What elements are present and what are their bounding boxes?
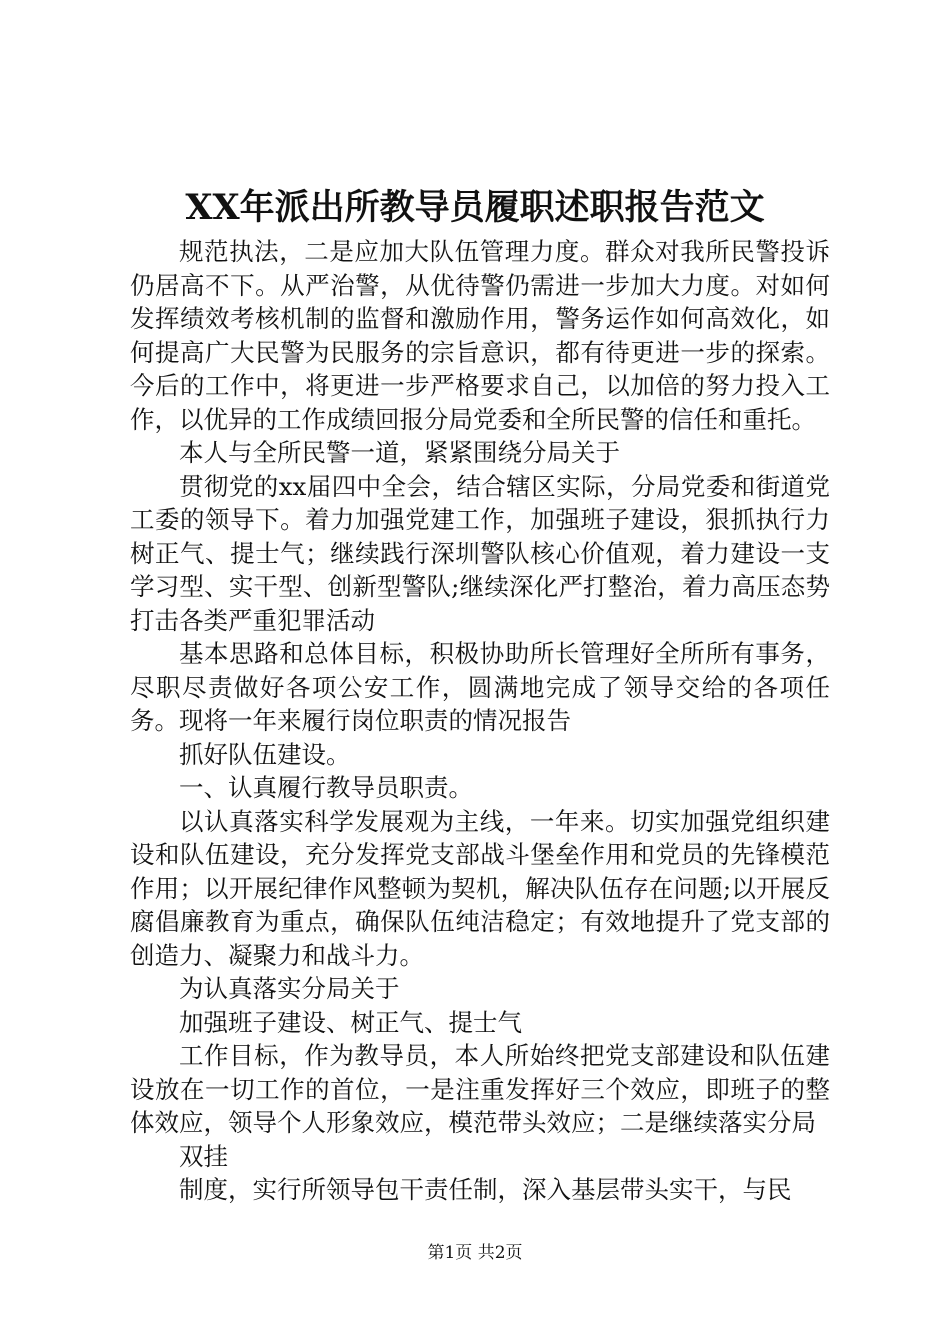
paragraph: 一、认真履行教导员职责。 bbox=[179, 773, 473, 802]
paragraph: 以认真落实科学发展观为主线，一年来。切实加强党组织建设和队伍建设，充分发挥党支部战斗堡垒作用和党员的先锋模范作用；以开展纪律作风整顿为契机，解决队伍存在问题;以开展反腐倡廉教育为重点，确保队伍纯洁稳定；有效地提升了党支部的创造力、凝聚力和战斗力。 bbox=[130, 806, 830, 970]
paragraph: 加强班子建设、树正气、提士气 bbox=[179, 1007, 522, 1037]
paragraph: 双挂 bbox=[179, 1141, 228, 1171]
page-footer: 第1页 共2页 bbox=[427, 1243, 523, 1263]
paragraph: 为认真落实分局关于 bbox=[179, 974, 400, 1003]
paragraph: 本人与全所民警一道，紧紧围绕分局关于 bbox=[179, 438, 620, 467]
paragraph: 规范执法，二是应加大队伍管理力度。群众对我所民警投诉仍居高不下。从严治警，从优待警仍需进一步加大力度。对如何发挥绩效考核机制的监督和激励作用，警务运作如何高效化，如何提高广大民警为民服务的宗旨意识，都有待更进一步的探索。今后的工作中，将更进一步严格要求自己，以加倍的努力投入工作，以优异的工作成绩回报分局党委和全所民警的信任和重托。 bbox=[130, 237, 830, 434]
paragraph: 制度，实行所领导包干责任制，深入基层带头实干，与民 bbox=[179, 1175, 792, 1204]
paragraph: 工作目标，作为教导员，本人所始终把党支部建设和队伍建设放在一切工作的首位，一是注重发挥好三个效应，即班子的整体效应，领导个人形象效应，模范带头效应；二是继续落实分局 bbox=[130, 1041, 830, 1137]
paragraph: 基本思路和总体目标，积极协助所长管理好全所所有事务，尽职尽责做好各项公安工作，圆满地完成了领导交给的各项任务。现将一年来履行岗位职责的情况报告 bbox=[130, 639, 830, 735]
document-body bbox=[130, 235, 830, 1207]
document-title: XX年派出所教导员履职述职报告范文 bbox=[185, 187, 765, 228]
paragraph: 贯彻党的xx届四中全会，结合辖区实际，分局党委和街道党工委的领导下。着力加强党建工作，加强班子建设，狠抓执行力树正气、提士气；继续践行深圳警队核心价值观，着力建设一支学习型、实干型、创新型警队;继续深化严打整治，着力高压态势打击各类严重犯罪活动 bbox=[130, 471, 830, 635]
paragraph: 抓好队伍建设。 bbox=[179, 739, 351, 769]
